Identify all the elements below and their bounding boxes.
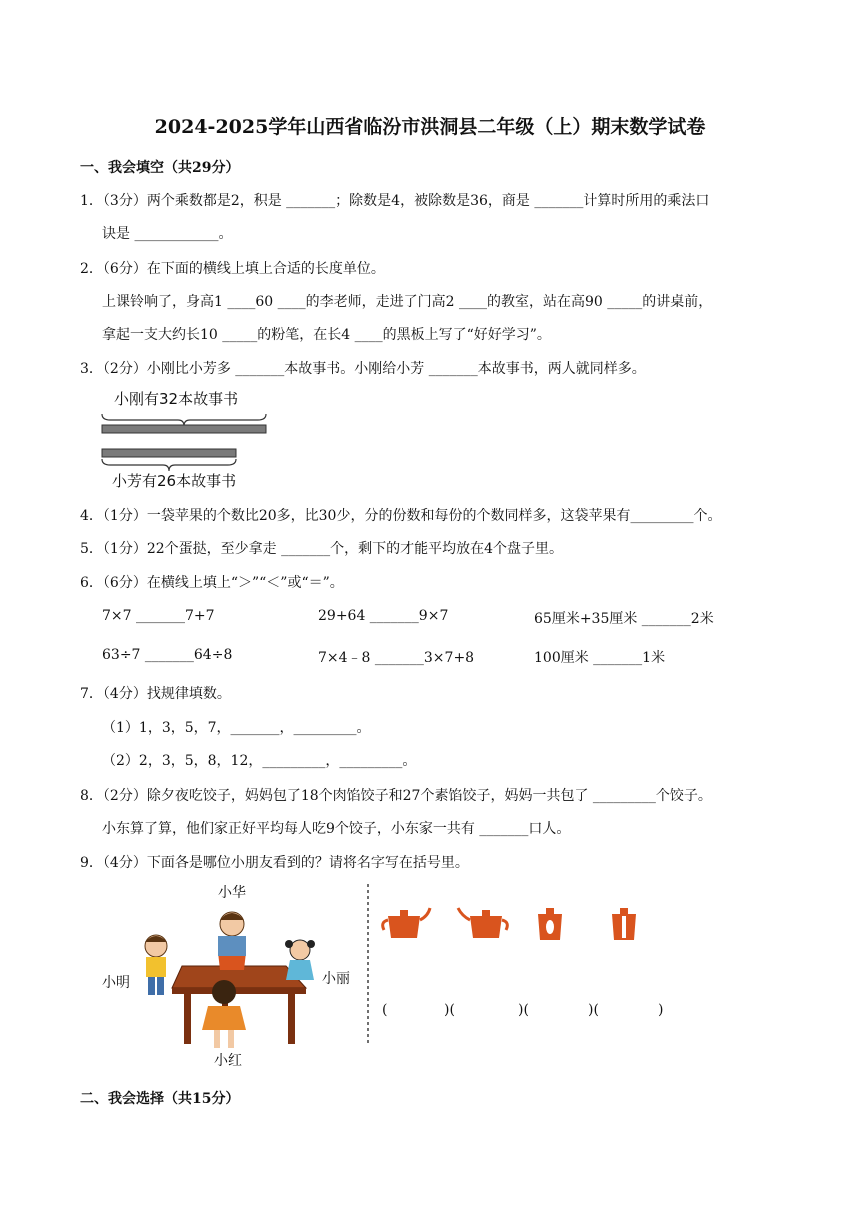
teapot-view-3 [538, 908, 562, 940]
name-xiaohua: 小华 [218, 885, 246, 901]
name-xiaohong: 小红 [214, 1053, 242, 1069]
teapot-view-2 [458, 908, 507, 938]
xiaoming-body [146, 957, 166, 977]
compare-1: 7×7 _______7+7 [102, 608, 215, 624]
compare-3: 65厘米+35厘米 _______2米 [534, 611, 714, 627]
scene-illustration [100, 880, 664, 1072]
compare-4: 63÷7 _______64÷8 [102, 647, 233, 663]
question-1-line-2: 诀是 ____________。 [102, 226, 233, 242]
xiaohua-body [218, 936, 246, 956]
table-leg [184, 994, 191, 1044]
answer-bracket: )( [588, 1002, 599, 1018]
answer-bracket: ( [382, 1002, 388, 1018]
question-3-line-1: 3．（2分）小刚比小芳多 _______本故事书。小刚给小芳 _______本故事书，两人就同样多。 [80, 361, 646, 377]
xiaogang-bar [102, 425, 266, 433]
compare-2: 29+64 _______9×7 [318, 608, 449, 624]
compare-6: 100厘米 _______1米 [534, 650, 666, 666]
question-4: 4．（1分）一袋苹果的个数比20多，比30少，分的份数和每份的个数同样多，这袋苹果有_________个。 [80, 508, 722, 524]
question-8-line-1: 8．（2分）除夕夜吃饺子，妈妈包了18个肉馅饺子和27个素馅饺子，妈妈一共包了 _________个饺子。 [80, 788, 712, 804]
teapot-view-1 [383, 908, 430, 938]
table-leg [288, 994, 295, 1044]
question-5: 5．（1分）22个蛋挞，至少拿走 _______个，剩下的才能平均放在4个盘子里。 [80, 541, 563, 557]
teapot-view-4 [612, 908, 636, 940]
section-heading-fill: 一、我会填空（共29分） [80, 160, 240, 176]
answer-bracket: )( [518, 1002, 529, 1018]
question-7-line-2: （1）1，3，5，7，_______，_________。 [102, 720, 371, 736]
top-brace [102, 414, 266, 426]
xiaogang-label: 小刚有32本故事书 [114, 390, 239, 408]
question-9-line-1: 9．（4分）下面各是哪位小朋友看到的？请将名字写在括号里。 [80, 855, 469, 871]
answer-bracket: ) [658, 1002, 664, 1018]
xiaoli-body [286, 960, 314, 980]
question-1-line-1: 1．（3分）两个乘数都是2，积是 _______；除数是4，被除数是36，商是 _______计算时所用的乘法口 [80, 193, 710, 209]
xiaohong-body [202, 1006, 246, 1030]
xiaohong-head [212, 980, 236, 1004]
question-7-line-1: 7．（4分）找规律填数。 [80, 686, 231, 702]
question-2-line-2: 上课铃响了，身高1 ____60 ____的李老师，走进了门高2 ____的教室，站在高90 _____的讲桌前， [102, 294, 713, 310]
page-title: 2024-2025学年山西省临汾市洪洞县二年级（上）期末数学试卷 [154, 116, 706, 138]
xiaofang-bar [102, 449, 236, 457]
question-8-line-2: 小东算了算，他们家正好平均每人吃9个饺子，小东家一共有 _______口人。 [102, 821, 571, 837]
xiaoli-head [290, 940, 310, 960]
question-2-line-3: 拿起一支大约长10 _____的粉笔，在长4 ____的黑板上写了“好好学习”。 [102, 327, 551, 343]
name-xiaoming: 小明 [102, 975, 130, 991]
section-heading-choice: 二、我会选择（共15分） [80, 1091, 240, 1107]
xiaofang-label: 小芳有26本故事书 [112, 472, 237, 490]
compare-5: 7×4﹣8 _______3×7+8 [318, 650, 475, 666]
question-6-line-1: 6．（6分）在横线上填上“＞”“＜”或“＝”。 [80, 575, 344, 591]
view-figure [100, 880, 664, 1072]
question-2-line-1: 2．（6分）在下面的横线上填上合适的长度单位。 [80, 261, 385, 277]
answer-bracket: )( [444, 1002, 455, 1018]
table-edge [172, 988, 306, 994]
name-xiaoli: 小丽 [322, 971, 350, 987]
question-7-line-3: （2）2，3，5，8，12，_________，_________。 [102, 753, 417, 769]
book-comparison-figure [100, 386, 270, 492]
